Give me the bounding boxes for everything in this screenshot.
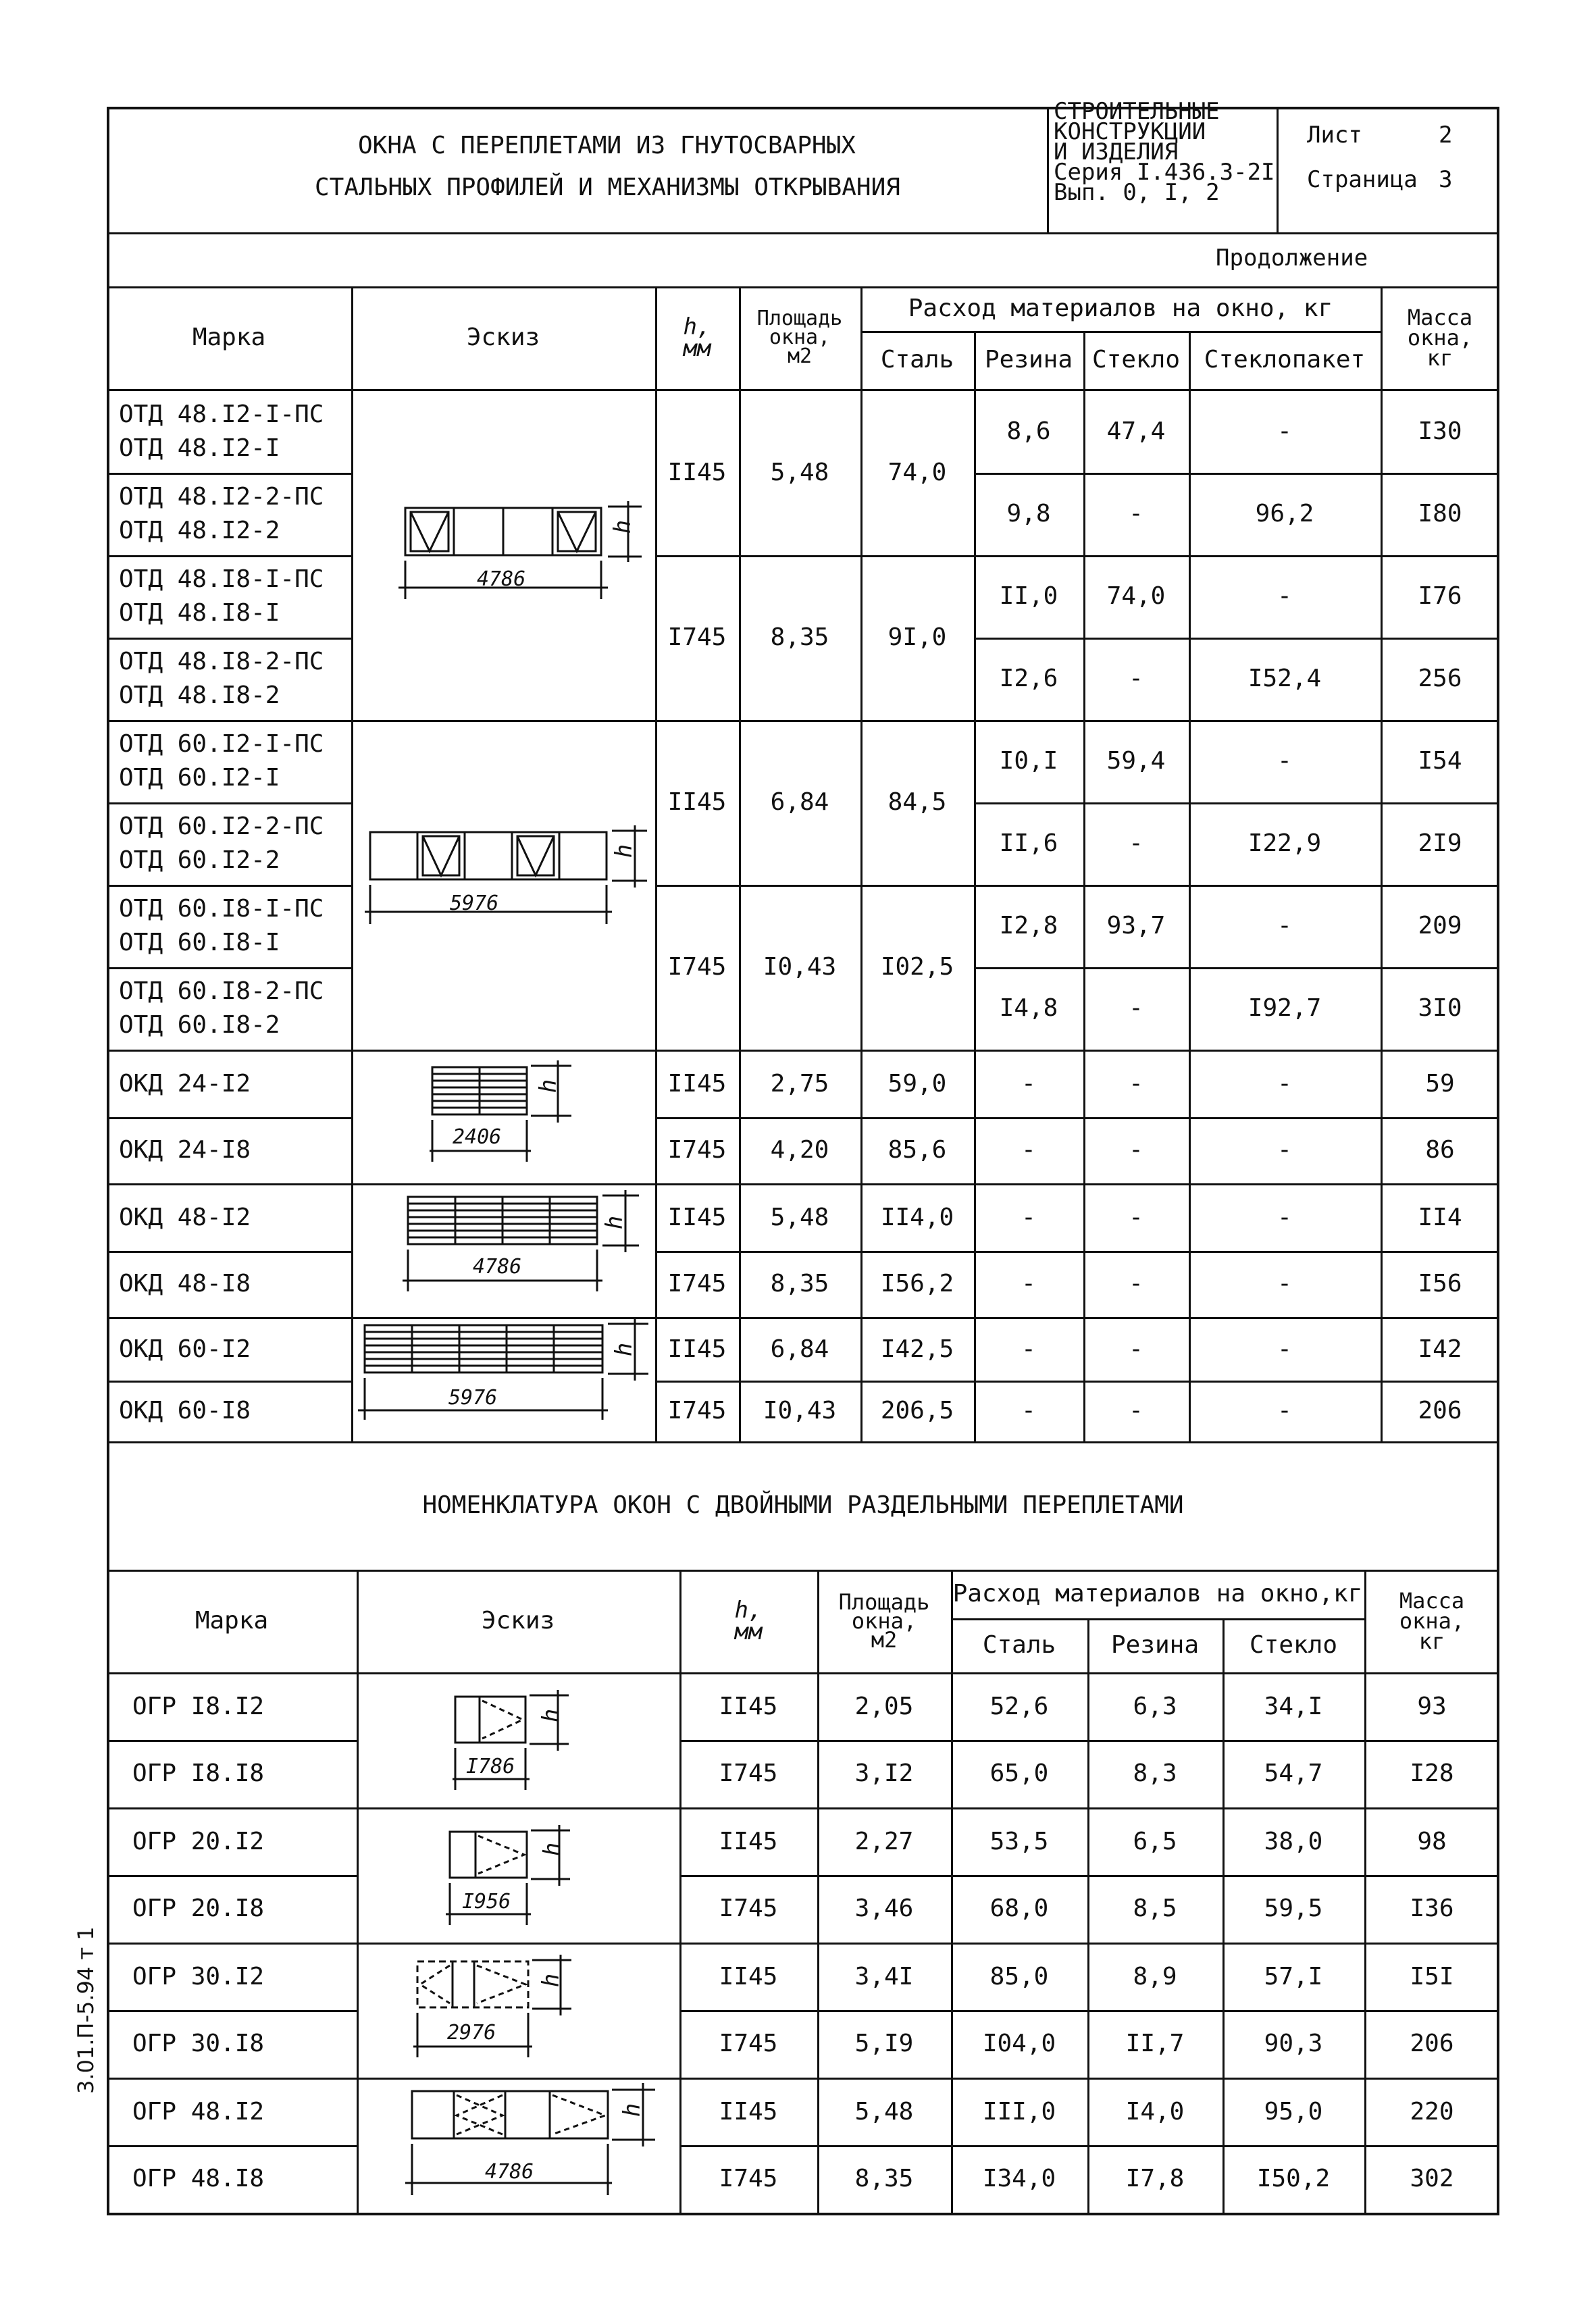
- glass-unit-cell: I92,7: [1247, 994, 1322, 1022]
- glass-cell: 54,7: [1264, 1759, 1323, 1787]
- mass-cell: 206: [1418, 1397, 1462, 1424]
- t1-header-sketch: Эскиз: [466, 324, 540, 351]
- h-dimension-label: h: [538, 1708, 565, 1723]
- rubber-cell: -: [1021, 1270, 1036, 1297]
- h-dimension-label: h: [619, 2103, 646, 2117]
- mass-cell: I56: [1418, 1270, 1462, 1297]
- area-cell: 8,35: [854, 2165, 914, 2192]
- glass-unit-cell: -: [1277, 912, 1292, 940]
- t1-header-rubber: Резина: [984, 346, 1073, 374]
- mark-cell: ОГР I8.I8: [132, 1759, 265, 1787]
- steel-cell: I56,2: [880, 1270, 954, 1297]
- merged-steel-cell: 9I,0: [887, 623, 947, 651]
- rubber-cell: 8,5: [1133, 1895, 1177, 1922]
- mass-cell: I28: [1410, 1759, 1454, 1787]
- mark-cell: ОТД 60.I8-I-ПС: [119, 895, 324, 923]
- t1-header-consumption: Расход материалов на окно, кг: [908, 294, 1333, 322]
- h-cell: I745: [667, 1397, 727, 1424]
- glass-cell: -: [1129, 829, 1143, 857]
- h-cell: II45: [719, 2098, 778, 2126]
- steel-cell: II4,0: [880, 1204, 954, 1231]
- mark-cell: ОГР 48.I2: [132, 2098, 265, 2126]
- mark-cell: ОТД 60.I2-2: [119, 846, 280, 874]
- mass-cell: II4: [1418, 1204, 1462, 1231]
- title-line-2: СТАЛЬНЫХ ПРОФИЛЕЙ И МЕХАНИЗМЫ ОТКРЫВАНИЯ: [315, 174, 900, 201]
- h-cell: II45: [719, 1828, 778, 1855]
- rubber-cell: I2,6: [999, 665, 1058, 692]
- t1-header-h: h, мм: [683, 313, 711, 362]
- sheet-number: 2: [1439, 122, 1453, 149]
- glass-cell: -: [1129, 994, 1143, 1022]
- mass-cell: 2I9: [1418, 829, 1462, 857]
- glass-cell: 59,5: [1264, 1895, 1323, 1922]
- glass-unit-cell: -: [1277, 582, 1292, 610]
- mass-cell: 59: [1425, 1070, 1455, 1098]
- area-cell: I0,43: [763, 1397, 837, 1424]
- mass-cell: I42: [1418, 1335, 1462, 1363]
- section-2-title: НОМЕНКЛАТУРА ОКОН С ДВОЙНЫМИ РАЗДЕЛЬНЫМИ ПЕРЕПЛЕТАМИ: [422, 1491, 1184, 1519]
- glass-cell: 74,0: [1106, 582, 1166, 610]
- merged-h-cell: I745: [667, 953, 727, 981]
- mass-cell: I54: [1418, 747, 1462, 775]
- mark-cell: ОГР I8.I2: [132, 1693, 265, 1720]
- t1-header-mark: Марка: [192, 324, 266, 351]
- mass-cell: I80: [1418, 500, 1462, 528]
- t2-header-area: Площадь окна, м2: [838, 1589, 930, 1653]
- glass-unit-cell: -: [1277, 1397, 1292, 1424]
- glass-unit-cell: -: [1277, 1136, 1292, 1164]
- rubber-cell: -: [1021, 1397, 1036, 1424]
- t2-header-sketch: Эскиз: [481, 1607, 555, 1635]
- mark-cell: ОГР 30.I2: [132, 1963, 265, 1990]
- rubber-cell: 6,3: [1133, 1693, 1177, 1720]
- glass-cell: 95,0: [1264, 2098, 1323, 2126]
- glass-unit-cell: 96,2: [1255, 500, 1314, 528]
- glass-unit-cell: -: [1277, 1204, 1292, 1231]
- glass-cell: 34,I: [1264, 1693, 1323, 1720]
- rubber-cell: II,7: [1125, 2030, 1185, 2057]
- mass-cell: 302: [1410, 2165, 1454, 2192]
- t1-header-glass-unit: Стеклопакет: [1204, 346, 1366, 374]
- h-dimension-label: h: [538, 1973, 565, 1988]
- area-cell: 3,I2: [854, 1759, 914, 1787]
- area-cell: 2,27: [854, 1828, 914, 1855]
- mark-cell: ОТД 48.I8-2-ПС: [119, 648, 324, 675]
- steel-cell: 206,5: [880, 1397, 954, 1424]
- t1-header-mass: Масса окна, кг: [1407, 305, 1473, 371]
- merged-h-cell: II45: [667, 788, 727, 816]
- mass-cell: 93: [1417, 1693, 1447, 1720]
- glass-cell: -: [1129, 665, 1143, 692]
- area-cell: 3,4I: [854, 1963, 914, 1990]
- width-dimension-label: 2976: [447, 2021, 496, 2045]
- h-cell: II45: [667, 1335, 727, 1363]
- rubber-cell: -: [1021, 1136, 1036, 1164]
- steel-cell: 53,5: [989, 1828, 1049, 1855]
- merged-steel-cell: I02,5: [880, 953, 954, 981]
- series-line-2: КОНСТРУКЦИИ: [1054, 118, 1206, 145]
- glass-cell: 57,I: [1264, 1963, 1323, 1990]
- area-cell: 8,35: [770, 1270, 829, 1297]
- rubber-cell: -: [1021, 1204, 1036, 1231]
- merged-area-cell: 5,48: [770, 459, 829, 486]
- steel-cell: 52,6: [989, 1693, 1049, 1720]
- steel-cell: I42,5: [880, 1335, 954, 1363]
- h-dimension-label: h: [611, 844, 638, 858]
- width-dimension-label: 5976: [448, 1386, 498, 1410]
- t1-header-area: Площадь окна, м2: [756, 307, 843, 368]
- width-dimension-label: 4786: [477, 567, 526, 591]
- h-dimension-label: h: [601, 1215, 629, 1230]
- t2-header-steel: Сталь: [982, 1631, 1056, 1659]
- area-cell: 4,20: [770, 1136, 829, 1164]
- series-line-4: Серия I.436.3-2I: [1054, 159, 1275, 186]
- glass-unit-cell: -: [1277, 1270, 1292, 1297]
- rubber-cell: 8,3: [1133, 1759, 1177, 1787]
- steel-cell: 68,0: [989, 1895, 1049, 1922]
- mark-cell: ОТД 60.I8-2-ПС: [119, 977, 324, 1005]
- mark-cell: ОКД 48-I8: [119, 1270, 251, 1297]
- rubber-cell: I2,8: [999, 912, 1058, 940]
- mark-cell: ОГР 30.I8: [132, 2030, 265, 2057]
- mark-cell: ОКД 48-I2: [119, 1204, 251, 1231]
- rubber-cell: 9,8: [1006, 500, 1051, 528]
- mark-cell: ОКД 24-I8: [119, 1136, 251, 1164]
- area-cell: 5,I9: [854, 2030, 914, 2057]
- h-cell: I745: [667, 1270, 727, 1297]
- rubber-cell: -: [1021, 1070, 1036, 1098]
- series-line-3: И ИЗДЕЛИЯ: [1054, 138, 1179, 165]
- series-line-5: Вып. 0, I, 2: [1054, 179, 1220, 206]
- steel-cell: 65,0: [989, 1759, 1049, 1787]
- steel-cell: 85,0: [989, 1963, 1049, 1990]
- merged-h-cell: I745: [667, 623, 727, 651]
- mass-cell: I5I: [1410, 1963, 1454, 1990]
- mass-cell: 86: [1425, 1136, 1455, 1164]
- width-dimension-label: I956: [462, 1890, 511, 1913]
- glass-cell: I50,2: [1256, 2165, 1331, 2192]
- mark-cell: ОКД 60-I2: [119, 1335, 251, 1363]
- mass-cell: 220: [1410, 2098, 1454, 2126]
- merged-area-cell: 8,35: [770, 623, 829, 651]
- mark-cell: ОТД 60.I2-2-ПС: [119, 813, 324, 840]
- h-cell: I745: [719, 1759, 778, 1787]
- glass-unit-cell: I52,4: [1247, 665, 1322, 692]
- mass-cell: 206: [1410, 2030, 1454, 2057]
- mark-cell: ОТД 48.I8-I: [119, 599, 280, 627]
- steel-cell: I34,0: [982, 2165, 1056, 2192]
- width-dimension-label: 4786: [485, 2160, 534, 2184]
- glass-cell: 90,3: [1264, 2030, 1323, 2057]
- h-cell: II45: [719, 1693, 778, 1720]
- glass-cell: -: [1129, 1335, 1143, 1363]
- h-dimension-label: h: [609, 519, 637, 534]
- rubber-cell: I4,0: [1125, 2098, 1185, 2126]
- mark-cell: ОТД 48.I2-2-ПС: [119, 483, 324, 511]
- merged-area-cell: 6,84: [770, 788, 829, 816]
- merged-steel-cell: 74,0: [887, 459, 947, 486]
- mark-cell: ОГР 20.I8: [132, 1895, 265, 1922]
- glass-cell: 59,4: [1106, 747, 1166, 775]
- glass-cell: -: [1129, 1270, 1143, 1297]
- rubber-cell: I7,8: [1125, 2165, 1185, 2192]
- rubber-cell: I4,8: [999, 994, 1058, 1022]
- t2-header-h: h, мм: [734, 1597, 763, 1645]
- h-cell: I745: [719, 2030, 778, 2057]
- mark-cell: ОКД 24-I2: [119, 1070, 251, 1098]
- mass-cell: I76: [1418, 582, 1462, 610]
- glass-cell: -: [1129, 1136, 1143, 1164]
- merged-area-cell: I0,43: [763, 953, 837, 981]
- glass-cell: -: [1129, 1204, 1143, 1231]
- mark-cell: ОТД 48.I2-2: [119, 517, 280, 544]
- area-cell: 5,48: [854, 2098, 914, 2126]
- glass-unit-cell: I22,9: [1247, 829, 1322, 857]
- sheet-label: Лист: [1307, 122, 1362, 149]
- title-line-1: ОКНА С ПЕРЕПЛЕТАМИ ИЗ ГНУТОСВАРНЫХ: [358, 132, 856, 159]
- t2-header-mass: Масса окна, кг: [1399, 1588, 1465, 1654]
- h-cell: I745: [719, 1895, 778, 1922]
- t2-header-glass: Стекло: [1249, 1631, 1338, 1659]
- mark-cell: ОТД 60.I8-2: [119, 1011, 280, 1039]
- mark-cell: ОТД 48.I2-I-ПС: [119, 401, 324, 428]
- mass-cell: 256: [1418, 665, 1462, 692]
- h-cell: II45: [719, 1963, 778, 1990]
- h-cell: II45: [667, 1070, 727, 1098]
- glass-cell: 38,0: [1264, 1828, 1323, 1855]
- mark-cell: ОГР 48.I8: [132, 2165, 265, 2192]
- series-line-1: СТРОИТЕЛЬНЫЕ: [1054, 98, 1220, 125]
- glass-cell: -: [1129, 1070, 1143, 1098]
- mark-cell: ОТД 48.I2-I: [119, 434, 280, 462]
- t2-header-consumption: Расход материалов на окно,кг: [952, 1580, 1363, 1608]
- width-dimension-label: 2406: [453, 1125, 502, 1149]
- mark-cell: ОТД 48.I8-I-ПС: [119, 565, 324, 593]
- h-dimension-label: h: [611, 1342, 638, 1357]
- mass-cell: I30: [1418, 417, 1462, 445]
- rubber-cell: 8,9: [1133, 1963, 1177, 1990]
- h-cell: I745: [719, 2165, 778, 2192]
- glass-unit-cell: -: [1277, 1070, 1292, 1098]
- glass-unit-cell: -: [1277, 747, 1292, 775]
- steel-cell: 59,0: [887, 1070, 947, 1098]
- glass-cell: -: [1129, 1397, 1143, 1424]
- steel-cell: 85,6: [887, 1136, 947, 1164]
- glass-cell: 47,4: [1106, 417, 1166, 445]
- page-label: Страница: [1307, 166, 1418, 193]
- rubber-cell: II,6: [999, 829, 1058, 857]
- t2-header-mark: Марка: [195, 1607, 269, 1635]
- page-number: 3: [1439, 166, 1453, 193]
- glass-cell: 93,7: [1106, 912, 1166, 940]
- t1-header-steel: Сталь: [880, 346, 954, 374]
- continuation-label: Продолжение: [1216, 245, 1368, 272]
- mark-cell: ОТД 48.I8-2: [119, 682, 280, 709]
- mass-cell: 98: [1417, 1828, 1447, 1855]
- mark-cell: ОТД 60.I2-I-ПС: [119, 730, 324, 758]
- h-cell: I745: [667, 1136, 727, 1164]
- area-cell: 5,48: [770, 1204, 829, 1231]
- area-cell: 2,05: [854, 1693, 914, 1720]
- rubber-cell: II,0: [999, 582, 1058, 610]
- h-dimension-label: h: [539, 1842, 567, 1857]
- mark-cell: ОКД 60-I8: [119, 1397, 251, 1424]
- mass-cell: 209: [1418, 912, 1462, 940]
- rubber-cell: 8,6: [1006, 417, 1051, 445]
- steel-cell: III,0: [982, 2098, 1056, 2126]
- merged-steel-cell: 84,5: [887, 788, 947, 816]
- glass-unit-cell: -: [1277, 417, 1292, 445]
- width-dimension-label: 5976: [450, 892, 499, 915]
- merged-h-cell: II45: [667, 459, 727, 486]
- steel-cell: I04,0: [982, 2030, 1056, 2057]
- t2-header-rubber: Резина: [1110, 1631, 1200, 1659]
- mass-cell: I36: [1410, 1895, 1454, 1922]
- mark-cell: ОТД 60.I2-I: [119, 764, 280, 792]
- width-dimension-label: I786: [466, 1755, 515, 1778]
- h-dimension-label: h: [535, 1079, 563, 1094]
- glass-unit-cell: -: [1277, 1335, 1292, 1363]
- mark-cell: ОТД 60.I8-I: [119, 929, 280, 956]
- glass-cell: -: [1129, 500, 1143, 528]
- rubber-cell: I0,I: [999, 747, 1058, 775]
- area-cell: 3,46: [854, 1895, 914, 1922]
- rubber-cell: -: [1021, 1335, 1036, 1363]
- mass-cell: 3I0: [1418, 994, 1462, 1022]
- width-dimension-label: 4786: [473, 1255, 522, 1279]
- t1-header-glass: Стекло: [1091, 346, 1181, 374]
- h-cell: II45: [667, 1204, 727, 1231]
- mark-cell: ОГР 20.I2: [132, 1828, 265, 1855]
- area-cell: 2,75: [770, 1070, 829, 1098]
- area-cell: 6,84: [770, 1335, 829, 1363]
- rubber-cell: 6,5: [1133, 1828, 1177, 1855]
